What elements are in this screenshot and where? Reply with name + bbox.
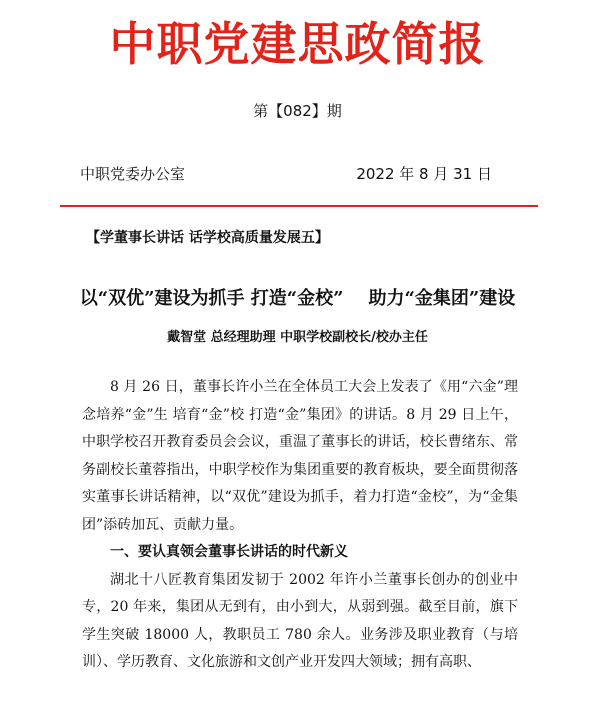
article-body	[82, 374, 518, 677]
newsletter-masthead: 中职党建思政简报	[109, 17, 486, 71]
article-headline: 以“双优”建设为抓手 打造“金校” 助力“金集团”建设	[79, 288, 516, 309]
section-heading-1: 一、要认真领会董事长讲话的时代新义	[110, 544, 348, 560]
issue-date: 2022 年 8 月 31 日	[356, 165, 492, 183]
article-byline: 戴智堂 总经理助理 中职学校副校长/校办主任	[167, 330, 428, 345]
header-divider	[60, 205, 538, 207]
body-paragraph-1: 8 月 26 日，董事长许小兰在全体员工大会上发表了《用“六金”理念培养“金”生 培育“金”校 打造“金”集团》的讲话。8 月 29 日上午，中职学校召开教育委员会会议，重温了董事长的讲话，校长曹绪东、常务副校长董蓉指出，中职学校作为集团重要的教育板块，要全面贯彻落实董事长讲话精神，以“双优”建设为抓手，着力打造“金校”，为“金集团”添砖加瓦、贡献力量。	[82, 379, 518, 533]
issuing-office: 中职党委办公室	[80, 165, 186, 183]
column-tag: 【学董事长讲话 话学校高质量发展五】	[86, 230, 329, 246]
issue-number: 第【082】期	[253, 102, 342, 120]
body-paragraph-2: 湖北十八匠教育集团发韧于 2002 年许小兰董事长创办的创业中专，20 年来，集团从无到有，由小到大，从弱到强。截至目前，旗下学生突破 18000 人，教职员工 780 余人。业务涉及职业教育（与培训）、学历教育、文化旅游和文创产业开发四大领域；拥有高职、	[82, 571, 518, 670]
